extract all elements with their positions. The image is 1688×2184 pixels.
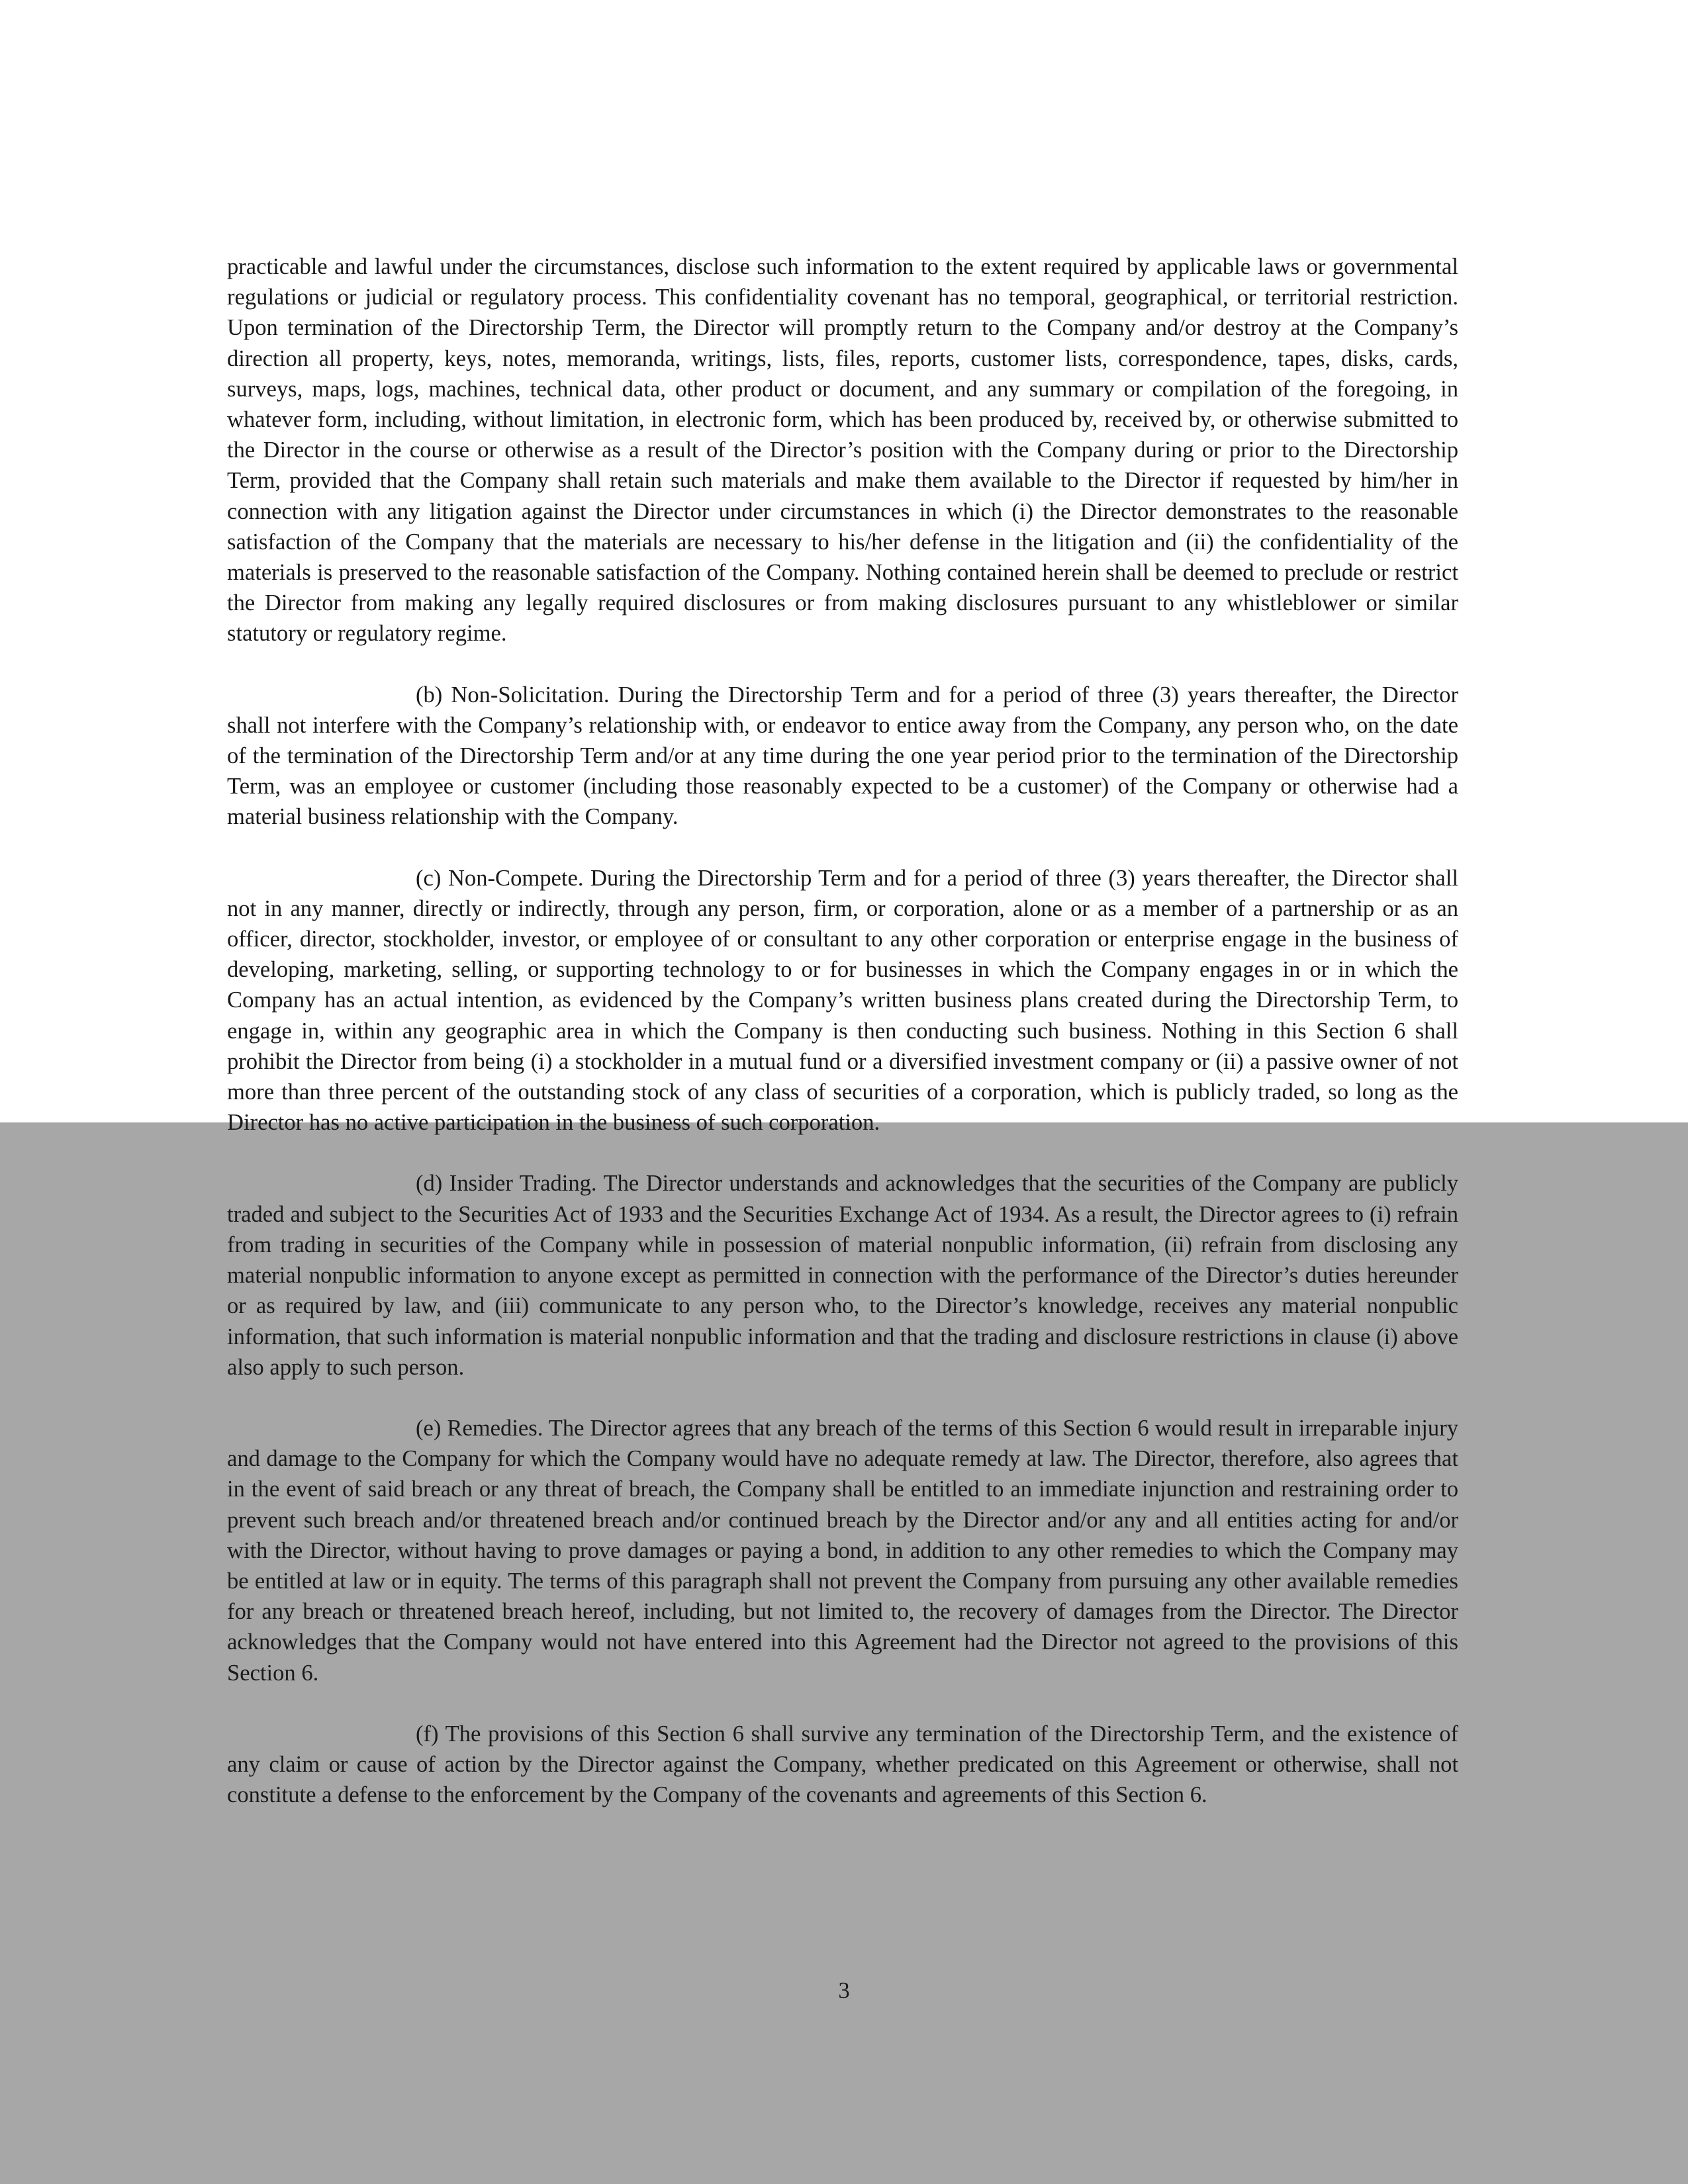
paragraph-insider-trading: (d) Insider Trading. The Director understands and acknowledges that the securities of the Company are publicly traded and subject to the Securities Act of 1933 and the Securities Exchange Act of 1934. As a result, the Director agrees to (i) refrain from trading in securities of the Company while in possession of material nonpublic information, (ii) refrain from disclosing any material nonpublic information to anyone except as permitted in connection with the performance of the Director’s duties hereunder or as required by law, and (iii) communicate to any person who, to the Director’s knowledge, receives any material nonpublic information, that such information is material nonpublic information and that the trading and disclosure restrictions in clause (i) above also apply to such person. — [227, 1171, 1458, 1380]
paragraph-confidentiality: practicable and lawful under the circumstances, disclose such information to the extent required by applicable laws or governmental regulations or judicial or regulatory process. This confidentiality covenant has no temporal, geographical, or territorial restriction. Upon termination of the Directorship Term, the Director will promptly return to the Company and/or destroy at the Company’s direction all property, keys, notes, memoranda, writings, lists, files, reports, customer lists, correspondence, tapes, disks, cards, surveys, maps, logs, machines, technical data, other product or document, and any summary or compilation of the foregoing, in whatever form, including, without limitation, in electronic form, which has been produced by, received by, or otherwise submitted to the Director in the course or otherwise as a result of the Director’s position with the Company during or prior to the Directorship Term, provided that the Company shall retain such materials and make them available to the Director if requested by him/her in connection with any litigation against the Director under circumstances in which (i) the Director demonstrates to the reasonable satisfaction of the Company that the materials are necessary to his/her defense in the litigation and (ii) the confidentiality of the materials is preserved to the reasonable satisfaction of the Company. Nothing contained herein shall be deemed to preclude or restrict the Director from making any legally required disclosures or from making disclosures pursuant to any whistleblower or similar statutory or regulatory regime. — [227, 254, 1458, 647]
paragraph-non-solicitation: (b) Non-Solicitation. During the Directorship Term and for a period of three (3) years thereafter, the Director shall not interfere with the Company’s relationship with, or endeavor to entice away from the Company, any person who, on the date of the termination of the Directorship Term and/or at any time during the one year period prior to the termination of the Directorship Term, was an employee or customer (including those reasonably expected to be a customer) of the Company or otherwise had a material business relationship with the Company. — [227, 682, 1458, 830]
page-number: 3 — [838, 1978, 850, 2003]
document-body — [227, 251, 1458, 1810]
paragraph-survival: (f) The provisions of this Section 6 shall survive any termination of the Directorship Term, and the existence of any claim or cause of action by the Director against the Company, whether predicated on this Agreement or otherwise, shall not constitute a defense to the enforcement by the Company of the covenants and agreements of this Section 6. — [227, 1721, 1458, 1808]
paragraph-remedies: (e) Remedies. The Director agrees that any breach of the terms of this Section 6 would result in irreparable injury and damage to the Company for which the Company would have no adequate remedy at law. The Director, therefore, also agrees that in the event of said breach or any threat of breach, the Company shall be entitled to an immediate injunction and restraining order to prevent such breach and/or threatened breach and/or continued breach by the Director and/or any and all entities acting for and/or with the Director, without having to prove damages or paying a bond, in addition to any other remedies to which the Company may be entitled at law or in equity. The terms of this paragraph shall not prevent the Company from pursuing any other available remedies for any breach or threatened breach hereof, including, but not limited to, the recovery of damages from the Director. The Director acknowledges that the Company would not have entered into this Agreement had the Director not agreed to the provisions of this Section 6. — [227, 1415, 1458, 1686]
paragraph-non-compete: (c) Non-Compete. During the Directorship Term and for a period of three (3) years thereafter, the Director shall not in any manner, directly or indirectly, through any person, firm, or corporation, alone or as a member of a partnership or as an officer, director, stockholder, investor, or employee of or consultant to any other corporation or enterprise engage in the business of developing, marketing, selling, or supporting technology to or for businesses in which the Company engages in or in which the Company has an actual intention, as evidenced by the Company’s written business plans created during the Directorship Term, to engage in, within any geographic area in which the Company is then conducting such business. Nothing in this Section 6 shall prohibit the Director from being (i) a stockholder in a mutual fund or a diversified investment company or (ii) a passive owner of not more than three percent of the outstanding stock of any class of securities of a corporation, which is publicly traded, so long as the Director has no active participation in the business of such corporation. — [227, 865, 1458, 1136]
